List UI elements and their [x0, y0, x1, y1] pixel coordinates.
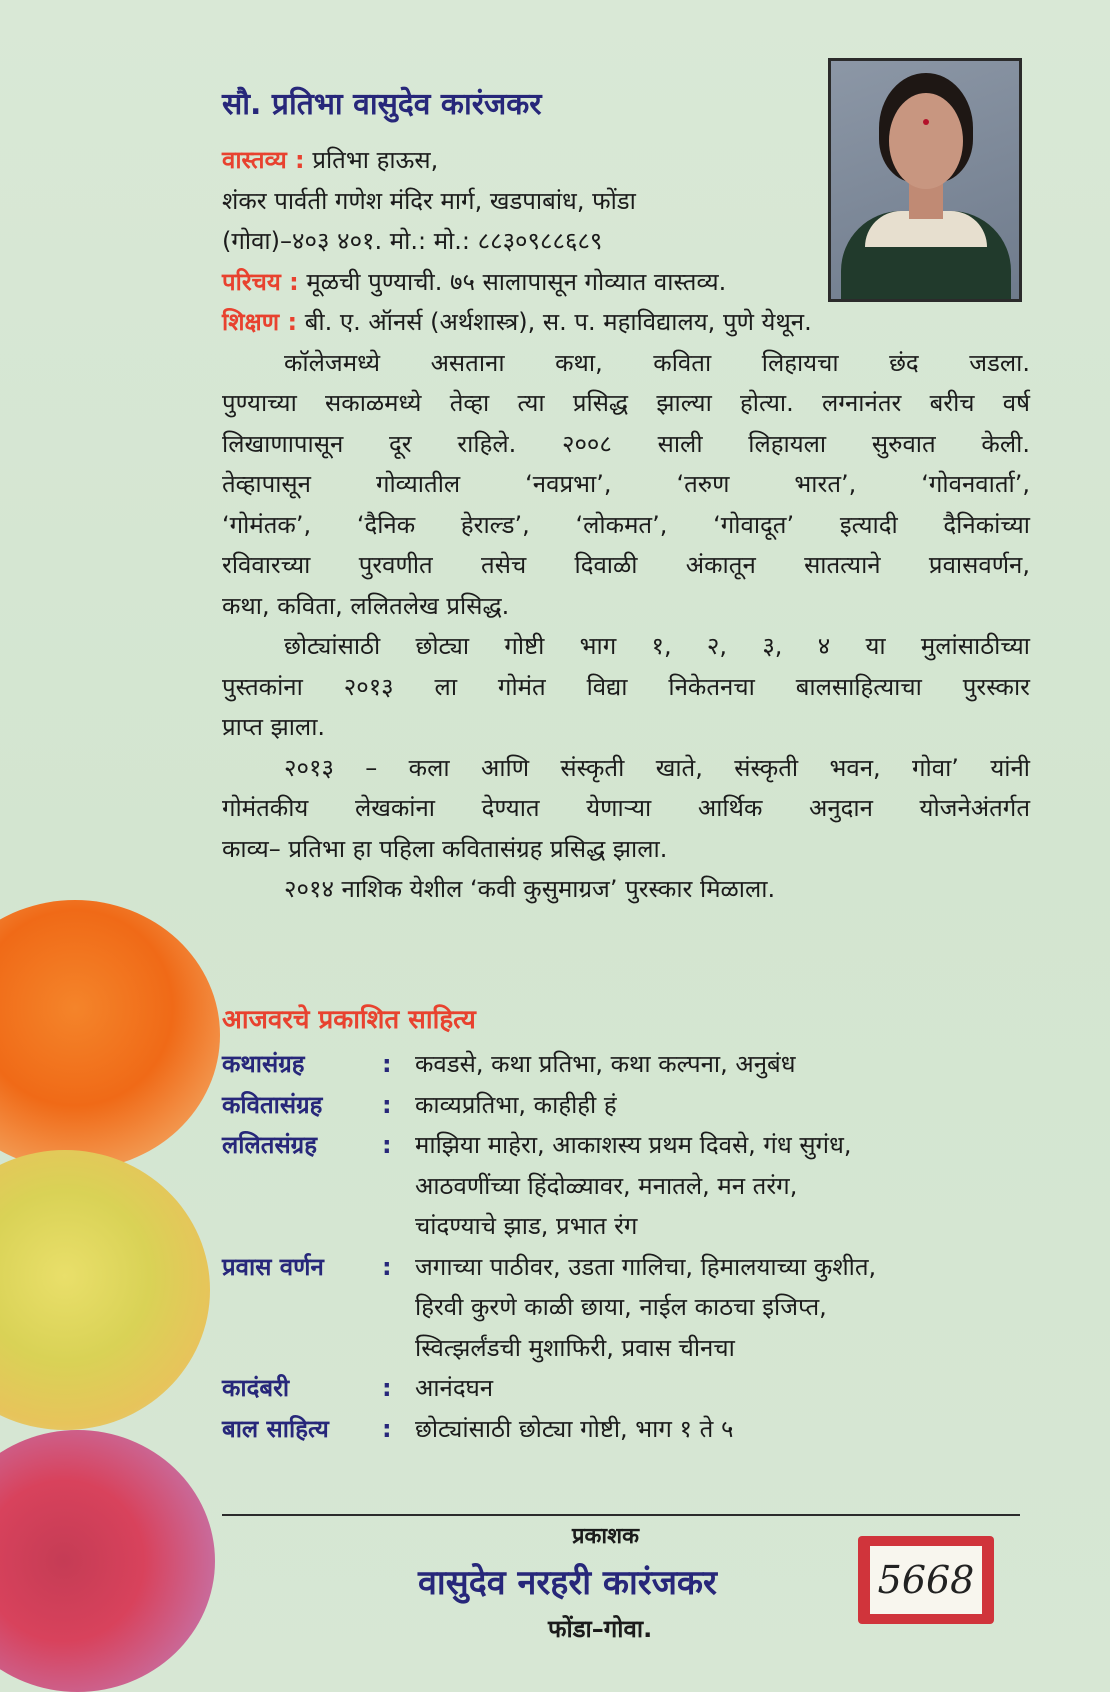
works-titles-line: चांदण्याचे झाड, प्रभात रंग [415, 1212, 638, 1240]
bio-line: २०१३ – कला आणि संस्कृती खाते, संस्कृती भवन, गोवा’ यांनी [284, 753, 1030, 782]
orange-petal-decoration [0, 900, 220, 1170]
address-text-1: प्रतिभा हाऊस, [312, 146, 439, 174]
works-list [222, 1044, 1030, 1449]
works-row-story-collections [222, 1044, 1030, 1085]
works-title: आजवरचे प्रकाशित साहित्य [222, 1005, 476, 1035]
works-category: कवितासंग्रह [222, 1090, 323, 1119]
works-colon: : [382, 1131, 392, 1159]
publisher-place: फोंडा–गोवा. [548, 1615, 653, 1643]
works-colon: : [382, 1050, 392, 1078]
works-titles-line: आठवणींच्या हिंदोळ्यावर, मनातले, मन तरंग, [415, 1171, 798, 1200]
education-label: शिक्षण : [222, 308, 298, 336]
works-colon: : [382, 1090, 392, 1119]
works-titles-line: छोट्यांसाठी छोट्या गोष्टी, भाग १ ते ५ [415, 1414, 734, 1443]
bio-line: रविवारच्या पुरवणीत तसेच दिवाळी अंकातून सातत्याने प्रवासवर्णन, [222, 551, 1030, 579]
works-titles-line: माझिया माहेरा, आकाशस्य प्रथम दिवसे, गंध सुगंध, [415, 1131, 852, 1159]
works-titles-line: कवडसे, कथा प्रतिभा, कथा कल्पना, अनुबंध [415, 1050, 796, 1078]
works-titles [415, 1044, 1030, 1085]
works-titles-line: हिरवी कुरणे काळी छाया, नाईल काठचा इजिप्त, [415, 1293, 827, 1321]
education-text: बी. ए. ऑनर्स (अर्थशास्त्र), स. प. महाविद्यालय, पुणे येथून. [304, 308, 812, 336]
works-titles-line: काव्यप्रतिभा, काहीही हं [415, 1090, 617, 1119]
address-line-3: (गोवा)–४०३ ४०१. मो.: मो.: ८८३०९८८६८९ [222, 227, 603, 255]
bio-line: पुस्तकांना २०१३ ला गोमंत विद्या निकेतनचा बालसाहित्याचा पुरस्कार [222, 672, 1030, 701]
works-colon: : [382, 1252, 392, 1281]
sticker-number: 5668 [870, 1546, 982, 1614]
author-bio [222, 140, 1030, 910]
bio-line: काव्य– प्रतिभा हा पहिला कवितासंग्रह प्रसिद्ध झाला. [222, 834, 668, 863]
publisher-divider [222, 1514, 1020, 1516]
bio-line: गोमंतकीय लेखकांना देण्यात येणाऱ्या आर्थिक अनुदान योजनेअंतर्गत [222, 794, 1030, 822]
bio-line: कॉलेजमध्ये असताना कथा, कविता लिहायचा छंद जडला. [284, 348, 1030, 377]
bio-line: ‘गोमंतक’, ‘दैनिक हेराल्ड’, ‘लोकमत’, ‘गोवादूत’ इत्यादी दैनिकांच्या [222, 510, 1030, 539]
works-category: ललितसंग्रह [222, 1131, 317, 1159]
works-titles [415, 1247, 1030, 1369]
education-line [222, 302, 1030, 343]
works-titles-line: स्वित्झर्लंडची मुशाफिरी, प्रवास चीनचा [415, 1333, 735, 1362]
works-titles [415, 1368, 1030, 1409]
address-line-2: शंकर पार्वती गणेश मंदिर मार्ग, खडपाबांध, फोंडा [222, 186, 636, 215]
works-row-childrens-literature [222, 1409, 1030, 1450]
bio-line: लिखाणापासून दूर राहिले. २००८ साली लिहायला सुरुवात केली. [222, 429, 1030, 458]
works-colon: : [382, 1414, 392, 1443]
publisher-label: प्रकाशक [572, 1524, 639, 1549]
bio-line: २०१४ नाशिक येशील ‘कवी कुसुमाग्रज’ पुरस्कार मिळाला. [284, 875, 776, 903]
works-titles [415, 1409, 1030, 1450]
works-category: कादंबरी [222, 1374, 290, 1402]
works-row-essay-collections [222, 1125, 1030, 1247]
library-number-sticker [858, 1536, 994, 1624]
works-row-poetry-collections [222, 1085, 1030, 1126]
bio-line: कथा, कविता, ललितलेख प्रसिद्ध. [222, 591, 510, 620]
works-category: बाल साहित्य [222, 1414, 329, 1443]
works-category: कथासंग्रह [222, 1050, 305, 1078]
intro-line [222, 262, 1030, 303]
intro-label: परिचय : [222, 267, 299, 296]
address-line-1 [222, 140, 1030, 181]
bio-line: पुण्याच्या सकाळमध्ये तेव्हा त्या प्रसिद्ध झाल्या होत्या. लग्नानंतर बरीच वर्ष [222, 389, 1030, 417]
bio-line: छोट्यांसाठी छोट्या गोष्टी भाग १, २, ३, ४ या मुलांसाठीच्या [284, 632, 1030, 660]
bio-line: तेव्हापासून गोव्यातील ‘नवप्रभा’, ‘तरुण भारत’, ‘गोवनवार्ता’, [222, 470, 1030, 498]
works-titles [415, 1125, 1030, 1247]
works-titles-line: जगाच्या पाठीवर, उडता गालिचा, हिमालयाच्या कुशीत, [415, 1252, 877, 1281]
intro-text: मूळची पुण्याची. ७५ सालापासून गोव्यात वास्तव्य. [306, 267, 727, 296]
red-petal-decoration [0, 1430, 215, 1692]
author-name: सौ. प्रतिभा वासुदेव कारंजकर [222, 87, 542, 122]
works-row-novel [222, 1368, 1030, 1409]
works-colon: : [382, 1374, 392, 1402]
works-titles-line: आनंदघन [415, 1374, 494, 1402]
bio-line: प्राप्त झाला. [222, 713, 326, 741]
yellow-petal-decoration [0, 1150, 210, 1430]
works-category: प्रवास वर्णन [222, 1252, 324, 1281]
works-titles [415, 1085, 1030, 1126]
works-row-travelogues [222, 1247, 1030, 1369]
address-label: वास्तव्य : [222, 146, 305, 174]
publisher-name: वासुदेव नरहरी कारंजकर [418, 1563, 717, 1603]
